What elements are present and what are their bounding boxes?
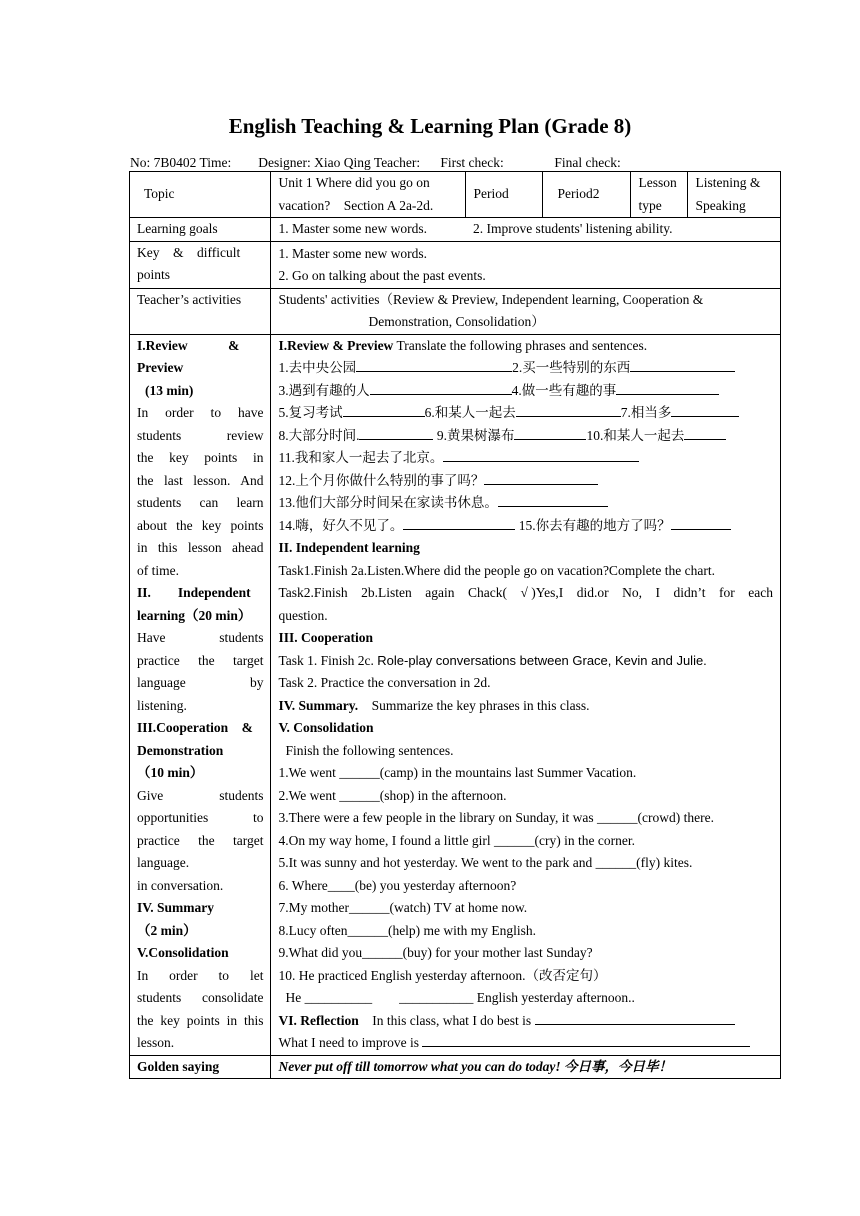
consolidation-intro: Finish the following sentences.	[285, 742, 454, 758]
consolidation-title: V.Consolidation	[137, 945, 229, 960]
summary-title: IV. Summary	[137, 900, 215, 915]
independent-heading: II. Independent learning	[278, 540, 420, 555]
exercise-item: 7.My mother______(watch) TV at home now.	[278, 900, 528, 915]
teacher-activities-label: Teacher’s activities	[130, 288, 271, 334]
goals-value: 1. Master some new words. 2. Improve students' listening ability.	[271, 218, 781, 242]
reflection-line: VI. Reflection In this class, what I do best is	[278, 1010, 773, 1033]
sentence-line: 11.我和家人一起去了北京。	[278, 447, 773, 470]
exercise-item: 3.There were a few people in the library on Sunday, it was ______(crowd) there.	[278, 810, 714, 825]
cooperation-task-1: Task 1. Finish 2c. Role-play conversations between Grace, Kevin and Julie.	[278, 652, 707, 668]
cooperation-task-2: Task 2. Practice the conversation in 2d.	[278, 675, 491, 690]
improve-line: What I need to improve is	[278, 1032, 773, 1055]
main-content-row	[130, 334, 781, 1055]
summary-line: IV. Summary. Summarize the key phrases in this class.	[278, 697, 590, 713]
plan-table	[129, 171, 781, 1079]
task-2: Task2.Finish 2b.Listen again Chack( √ )Yes,I did.or No, I didn’t for each	[278, 585, 773, 600]
consolidation-heading: V. Consolidation	[278, 720, 374, 735]
exercise-item: 1.We went ______(camp) in the mountains last Summer Vacation.	[278, 765, 637, 780]
lesson-type-value: Listening & Speaking	[688, 172, 781, 218]
activities-header-row	[130, 288, 781, 334]
plan-meta	[130, 155, 621, 171]
golden-saying-text: Never put off till tomorrow what you can do today! 今日事，今日毕！	[271, 1055, 781, 1079]
exercise-item: 4.On my way home, I found a little girl ______(cry) in the corner.	[278, 832, 636, 848]
phrase-line: 1.去中央公园 2.买一些特别的东西	[278, 357, 773, 380]
exercise-item: 6. Where____(be) you yesterday afternoon?	[278, 877, 517, 893]
review-title: I.Review &	[137, 337, 240, 353]
cooperation-heading: III. Cooperation	[278, 630, 373, 645]
topic-row	[130, 172, 781, 218]
review-heading: I.Review & Preview Translate the following phrases and sentences.	[278, 337, 648, 353]
sentence-line: 13.他们大部分时间呆在家读书休息。	[278, 492, 773, 515]
meta-no: No: 7B0402 Time:	[130, 155, 232, 170]
topic-value: Unit 1 Where did you go on vacation? Section A 2a-2d.	[271, 172, 466, 218]
lesson-type-label: Lesson type	[631, 172, 688, 218]
page-title: English Teaching & Learning Plan (Grade 8)	[228, 114, 632, 138]
exercise-item: 5.It was sunny and hot yesterday. We went to the park and ______(fly) kites.	[278, 855, 693, 870]
meta-final-check: Final check:	[554, 155, 621, 170]
task-1: Task1.Finish 2a.Listen.Where did the people go on vacation?Complete the chart.	[278, 562, 716, 578]
phrase-line: 3.遇到有趣的人 4.做一些有趣的事	[278, 380, 773, 403]
meta-first-check: First check:	[440, 155, 504, 170]
sentence-line: 12.上个月你做什么特别的事了吗？	[278, 470, 773, 493]
sentence-line: 14.嗨，好久不见了。 15.你去有趣的地方了吗？	[278, 515, 773, 538]
golden-saying-label: Golden saying	[130, 1055, 271, 1079]
key-points-value: 1. Master some new words. 2. Go on talking about the past events.	[271, 241, 781, 288]
exercise-10-answer: He __________ ___________ English yesterday afternoon..	[285, 990, 635, 1005]
goals-row	[130, 218, 781, 242]
cooperation-title: III.Cooperation &	[137, 720, 253, 735]
period-value: Period2	[543, 172, 631, 218]
phrase-line: 5.复习考试 6.和某人一起去 7.相当多	[278, 402, 773, 425]
phrase-line: 8.大部分时间. 9.黄果树瀑布 10.和某人一起去	[278, 425, 773, 448]
exercise-item: 2.We went ______(shop) in the afternoon.	[278, 787, 507, 803]
independent-title: II. Independent	[137, 585, 251, 600]
exercise-item: 9.What did you______(buy) for your mother last Sunday?	[278, 945, 593, 960]
period-label: Period	[466, 172, 543, 218]
students-activities-label: Students' activities（Review & Preview, Independent learning, Cooperation & Demonstration, Consolidation）	[271, 288, 781, 334]
topic-label: Topic	[130, 172, 271, 218]
meta-designer: Designer: Xiao Qing Teacher:	[258, 155, 421, 170]
key-points-label: Key & difficult points	[130, 241, 271, 288]
teacher-activities: I.Review & Preview (13 min) In order to have students review the key points in the last lesson. And students can learn about the key points in this lesson ahead of time. II. Independent learning（20 min） Have students practice the target language by listening. III.Cooperation & Demonstration （10 min） Give students opportunities to practice the target language. in conversation. IV. Summary （2 min） V.Consolidation In order to let students consolidate the key points in this lesson.	[130, 334, 271, 1055]
exercise-item: 10. He practiced English yesterday afternoon.（改否定句）	[278, 967, 607, 983]
key-points-row	[130, 241, 781, 288]
students-activities: I.Review & Preview Translate the following phrases and sentences. 1.去中央公园 2.买一些特别的东西 3.遇到有趣的人 4.做一些有趣的事 5.复习考试 6.和某人一起去 7.相当多 8.大部分时间. 9.黄果树瀑布 10.和某人一起去 11.我和家人一起去了北京。 12.上个月你做什么特别的事了吗？ 13.他们大部分时间呆在家读书休息。 14.嗨，好久不见了。 15.你去有趣的地方了吗？ II. Independent learning Task1.Finish 2a.Listen.Where did the people go on vacation?Complete the chart. Task2.Finish 2b.Listen again Chack( √ )Yes,I did.or No, I didn’t for each question. III. Cooperation Task 1. Finish 2c. Role-play conversations between Grace, Kevin and Julie. Task 2. Practice the conversation in 2d. IV. Summary. Summarize the key phrases in this class. V. Consolidation Finish the following sentences. 1.We went ______(camp) in the mountains last Summer Vacation. 2.We went ______(shop) in the afternoon. 3.There were a few people in the library on Sunday, it was ______(crowd) there. 4.On my way home, I found a little girl ______(cry) in the corner. 5.It was sunny and hot yesterday. We went to the park and ______(fly) kites. 6. Where____(be) you yesterday afternoon? 7.My mother______(watch) TV at home now. 8.Lucy often______(help) me with my English. 9.What did you______(buy) for your mother last Sunday? 10. He practiced English yesterday afternoon.（改否定句） He __________ ___________ English yesterday afternoon.. VI. Reflection In this class, what I do best is What I need to improve is	[271, 334, 781, 1055]
goals-label: Learning goals	[130, 218, 271, 242]
exercise-item: 8.Lucy often______(help) me with my English.	[278, 922, 537, 938]
golden-saying-row	[130, 1055, 781, 1079]
